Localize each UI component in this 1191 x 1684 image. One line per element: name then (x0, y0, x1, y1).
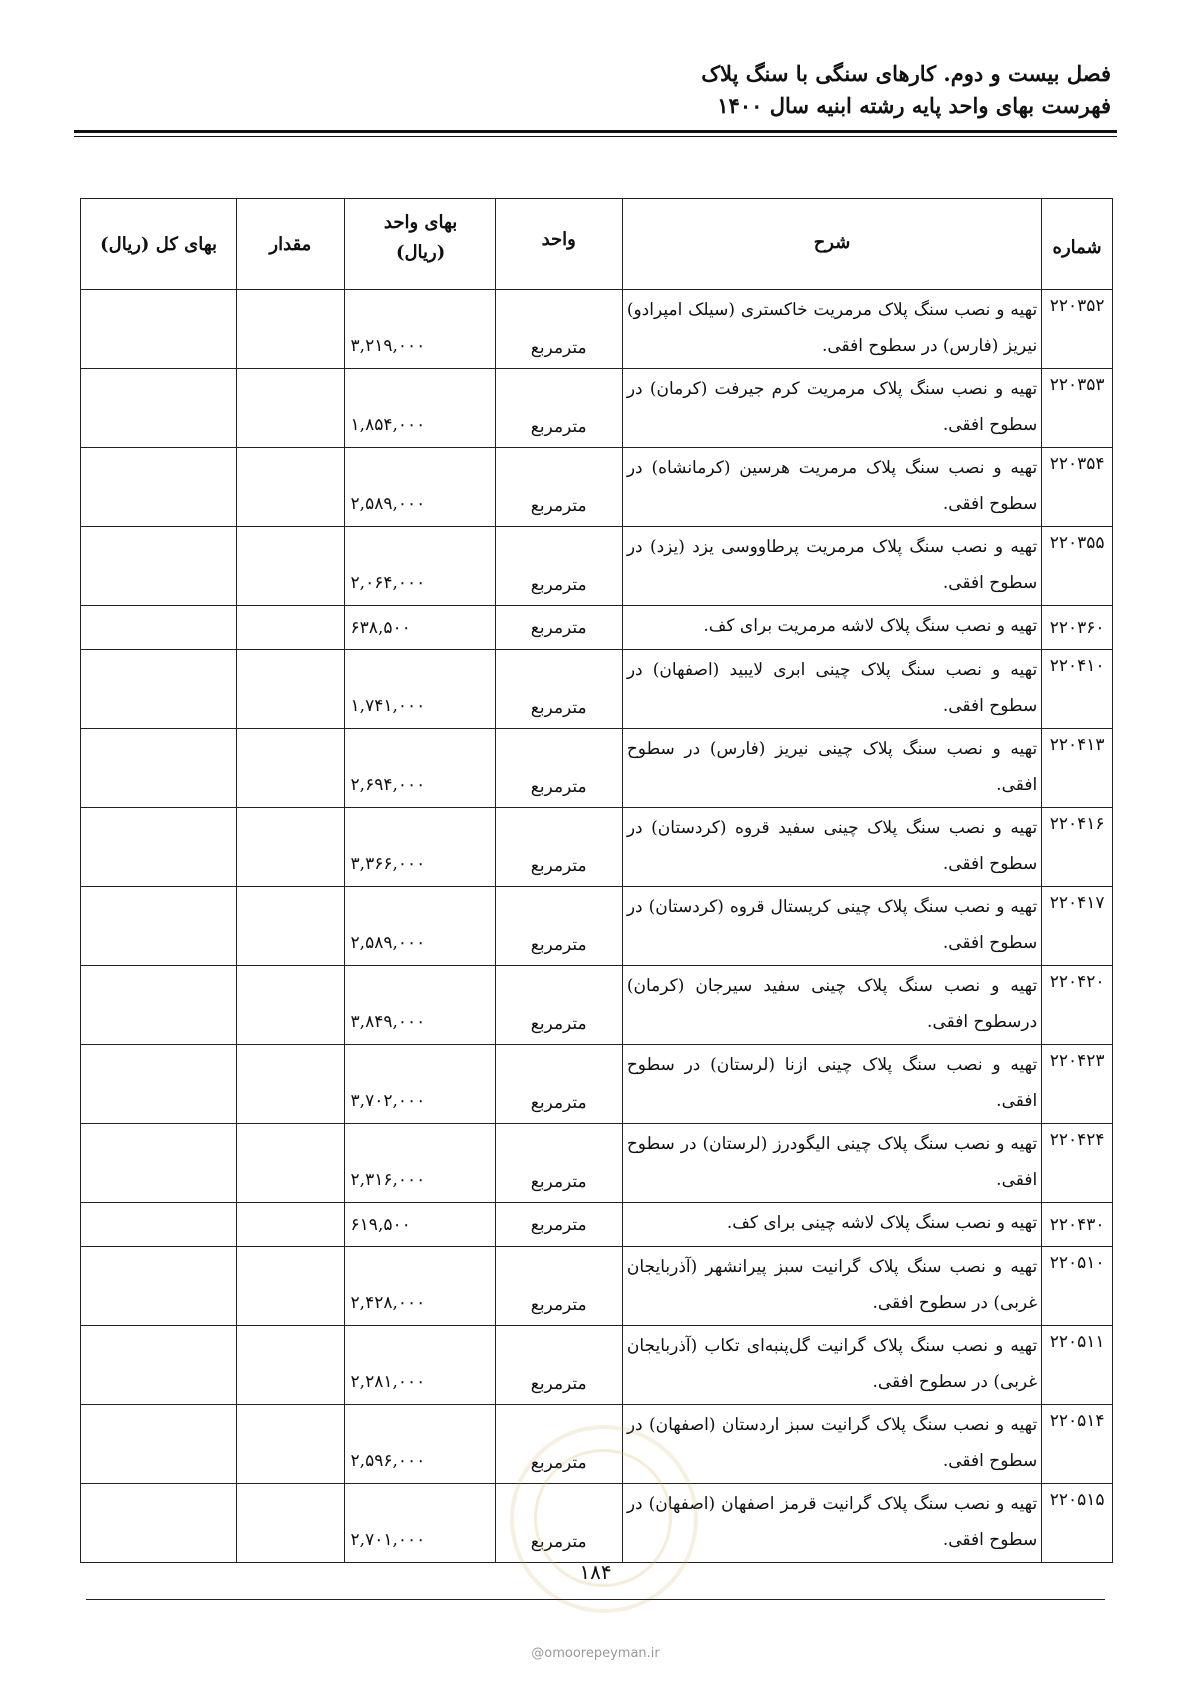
item-total-cell (81, 808, 237, 887)
unit-price-currency: (ریال) (395, 242, 446, 263)
item-unit: مترمربع (495, 606, 622, 650)
item-unit: مترمربع (495, 1326, 622, 1405)
item-total-cell (81, 606, 237, 650)
item-quantity-cell (237, 1484, 344, 1563)
item-quantity-cell (237, 1405, 344, 1484)
item-total-cell (81, 1484, 237, 1563)
table-row (81, 729, 1113, 808)
item-unit-price: ۱,۷۴۱,۰۰۰ (344, 650, 495, 729)
table-row (81, 527, 1113, 606)
item-unit: مترمربع (495, 650, 622, 729)
table-row (81, 1247, 1113, 1326)
column-header-unit: واحد (495, 199, 622, 290)
item-unit: مترمربع (495, 290, 622, 369)
item-total-cell (81, 1405, 237, 1484)
item-unit: مترمربع (495, 966, 622, 1045)
item-quantity-cell (237, 729, 344, 808)
table-row (81, 1203, 1113, 1247)
item-description: تهیه و نصب سنگ پلاک چینی نیریز (فارس) در سطوح افقی. (622, 729, 1041, 808)
item-unit: مترمربع (495, 1203, 622, 1247)
item-unit-price: ۳,۸۴۹,۰۰۰ (344, 966, 495, 1045)
item-unit-price: ۲,۶۹۴,۰۰۰ (344, 729, 495, 808)
item-unit-price: ۳,۳۶۶,۰۰۰ (344, 808, 495, 887)
item-total-cell (81, 290, 237, 369)
item-total-cell (81, 1247, 237, 1326)
item-description: تهیه و نصب سنگ پلاک چینی کریستال قروه (کردستان) در سطوح افقی. (622, 887, 1041, 966)
table-row (81, 808, 1113, 887)
table-row (81, 887, 1113, 966)
item-unit-price: ۲,۵۸۹,۰۰۰ (344, 448, 495, 527)
item-description: تهیه و نصب سنگ پلاک چینی سفید قروه (کردستان) در سطوح افقی. (622, 808, 1041, 887)
item-unit-price: ۲,۵۹۶,۰۰۰ (344, 1405, 495, 1484)
item-description: تهیه و نصب سنگ پلاک لاشه چینی برای کف. (622, 1203, 1041, 1247)
item-description: تهیه و نصب سنگ پلاک گرانیت قرمز اصفهان (اصفهان) در سطوح افقی. (622, 1484, 1041, 1563)
table-row (81, 1326, 1113, 1405)
item-unit: مترمربع (495, 1247, 622, 1326)
header-divider-thin (74, 136, 1117, 137)
item-quantity-cell (237, 966, 344, 1045)
item-number: ۲۲۰۵۱۰ (1042, 1247, 1113, 1326)
column-header-description: شرح (622, 199, 1041, 290)
item-number: ۲۲۰۳۵۲ (1042, 290, 1113, 369)
column-header-quantity: مقدار (237, 199, 344, 290)
item-unit-price: ۶۳۸,۵۰۰ (344, 606, 495, 650)
item-unit: مترمربع (495, 729, 622, 808)
table-row (81, 1124, 1113, 1203)
table-row (81, 290, 1113, 369)
table-row (81, 966, 1113, 1045)
item-quantity-cell (237, 887, 344, 966)
item-description: تهیه و نصب سنگ پلاک لاشه مرمریت برای کف. (622, 606, 1041, 650)
item-description: تهیه و نصب سنگ پلاک گرانیت سبز پیرانشهر (آذربایجان غربی) در سطوح افقی. (622, 1247, 1041, 1326)
header-divider-thick (74, 130, 1117, 133)
item-unit-price: ۳,۷۰۲,۰۰۰ (344, 1045, 495, 1124)
item-unit: مترمربع (495, 527, 622, 606)
price-list-table (80, 198, 1113, 1563)
item-unit: مترمربع (495, 369, 622, 448)
item-total-cell (81, 1203, 237, 1247)
item-unit: مترمربع (495, 808, 622, 887)
item-unit: مترمربع (495, 1484, 622, 1563)
item-unit-price: ۲,۴۲۸,۰۰۰ (344, 1247, 495, 1326)
item-number: ۲۲۰۵۱۵ (1042, 1484, 1113, 1563)
item-number: ۲۲۰۳۵۴ (1042, 448, 1113, 527)
item-number: ۲۲۰۴۱۶ (1042, 808, 1113, 887)
item-quantity-cell (237, 1326, 344, 1405)
item-unit-price: ۲,۳۱۶,۰۰۰ (344, 1124, 495, 1203)
item-number: ۲۲۰۵۱۴ (1042, 1405, 1113, 1484)
item-unit-price: ۲,۵۸۹,۰۰۰ (344, 887, 495, 966)
footer-divider (86, 1599, 1105, 1600)
table-header-row (81, 199, 1113, 290)
item-quantity-cell (237, 290, 344, 369)
table-row (81, 606, 1113, 650)
item-number: ۲۲۰۴۱۰ (1042, 650, 1113, 729)
item-quantity-cell (237, 527, 344, 606)
item-description: تهیه و نصب سنگ پلاک چینی سفید سیرجان (کرمان) درسطوح افقی. (622, 966, 1041, 1045)
item-description: تهیه و نصب سنگ پلاک گرانیت گل‌پنبه‌ای تکاب (آذربایجان غربی) در سطوح افقی. (622, 1326, 1041, 1405)
item-unit-price: ۳,۲۱۹,۰۰۰ (344, 290, 495, 369)
item-unit-price: ۲,۷۰۱,۰۰۰ (344, 1484, 495, 1563)
item-unit: مترمربع (495, 1405, 622, 1484)
item-unit-price: ۶۱۹,۵۰۰ (344, 1203, 495, 1247)
item-total-cell (81, 448, 237, 527)
item-quantity-cell (237, 369, 344, 448)
item-number: ۲۲۰۴۲۰ (1042, 966, 1113, 1045)
item-number: ۲۲۰۴۱۷ (1042, 887, 1113, 966)
item-unit-price: ۲,۰۶۴,۰۰۰ (344, 527, 495, 606)
table-row (81, 448, 1113, 527)
item-number: ۲۲۰۳۶۰ (1042, 606, 1113, 650)
item-unit: مترمربع (495, 1045, 622, 1124)
column-header-unit-price (344, 199, 495, 290)
item-unit-price: ۲,۲۸۱,۰۰۰ (344, 1326, 495, 1405)
item-quantity-cell (237, 1247, 344, 1326)
item-description: تهیه و نصب سنگ پلاک مرمریت کرم جیرفت (کرمان) در سطوح افقی. (622, 369, 1041, 448)
item-total-cell (81, 369, 237, 448)
item-quantity-cell (237, 448, 344, 527)
item-unit: مترمربع (495, 887, 622, 966)
item-description: تهیه و نصب سنگ پلاک مرمریت پرطاووسی یزد (یزد) در سطوح افقی. (622, 527, 1041, 606)
item-description: تهیه و نصب سنگ پلاک چینی ابری لایبید (اصفهان) در سطوح افقی. (622, 650, 1041, 729)
item-quantity-cell (237, 1203, 344, 1247)
item-total-cell (81, 966, 237, 1045)
item-unit: مترمربع (495, 448, 622, 527)
table-row (81, 369, 1113, 448)
table-row (81, 1045, 1113, 1124)
item-description: تهیه و نصب سنگ پلاک مرمریت خاکستری (سیلک امپرادو) نیریز (فارس) در سطوح افقی. (622, 290, 1041, 369)
item-description: تهیه و نصب سنگ پلاک مرمریت هرسین (کرمانشاه) در سطوح افقی. (622, 448, 1041, 527)
item-description: تهیه و نصب سنگ پلاک چینی ازنا (لرستان) در سطوح افقی. (622, 1045, 1041, 1124)
chapter-title: فصل بیست و دوم. کارهای سنگی با سنگ پلاک (701, 61, 1111, 86)
page-header (701, 58, 1111, 122)
column-header-number: شماره (1042, 199, 1113, 290)
item-unit: مترمربع (495, 1124, 622, 1203)
item-total-cell (81, 527, 237, 606)
item-quantity-cell (237, 606, 344, 650)
item-quantity-cell (237, 1124, 344, 1203)
item-number: ۲۲۰۳۵۳ (1042, 369, 1113, 448)
item-quantity-cell (237, 808, 344, 887)
item-total-cell (81, 1045, 237, 1124)
item-quantity-cell (237, 1045, 344, 1124)
item-description: تهیه و نصب سنگ پلاک چینی الیگودرز (لرستان) در سطوح افقی. (622, 1124, 1041, 1203)
unit-price-label: بهای واحد (383, 212, 458, 233)
item-total-cell (81, 650, 237, 729)
item-number: ۲۲۰۵۱۱ (1042, 1326, 1113, 1405)
item-unit-price: ۱,۸۵۴,۰۰۰ (344, 369, 495, 448)
watermark-seal-icon (510, 1425, 698, 1613)
item-number: ۲۲۰۳۵۵ (1042, 527, 1113, 606)
item-number: ۲۲۰۴۲۳ (1042, 1045, 1113, 1124)
footer-url: @omoorepeyman.ir (531, 1646, 660, 1661)
document-subtitle: فهرست بهای واحد پایه رشته ابنیه سال ۱۴۰۰ (717, 93, 1111, 118)
item-total-cell (81, 887, 237, 966)
item-total-cell (81, 1326, 237, 1405)
page-number: ۱۸۴ (579, 1560, 612, 1584)
item-number: ۲۲۰۴۲۴ (1042, 1124, 1113, 1203)
item-number: ۲۲۰۴۱۳ (1042, 729, 1113, 808)
table-row (81, 650, 1113, 729)
item-total-cell (81, 729, 237, 808)
item-quantity-cell (237, 650, 344, 729)
item-number: ۲۲۰۴۳۰ (1042, 1203, 1113, 1247)
column-header-total-price: بهای کل (ریال) (81, 199, 237, 290)
item-description: تهیه و نصب سنگ پلاک گرانیت سبز اردستان (اصفهان) در سطوح افقی. (622, 1405, 1041, 1484)
item-total-cell (81, 1124, 237, 1203)
